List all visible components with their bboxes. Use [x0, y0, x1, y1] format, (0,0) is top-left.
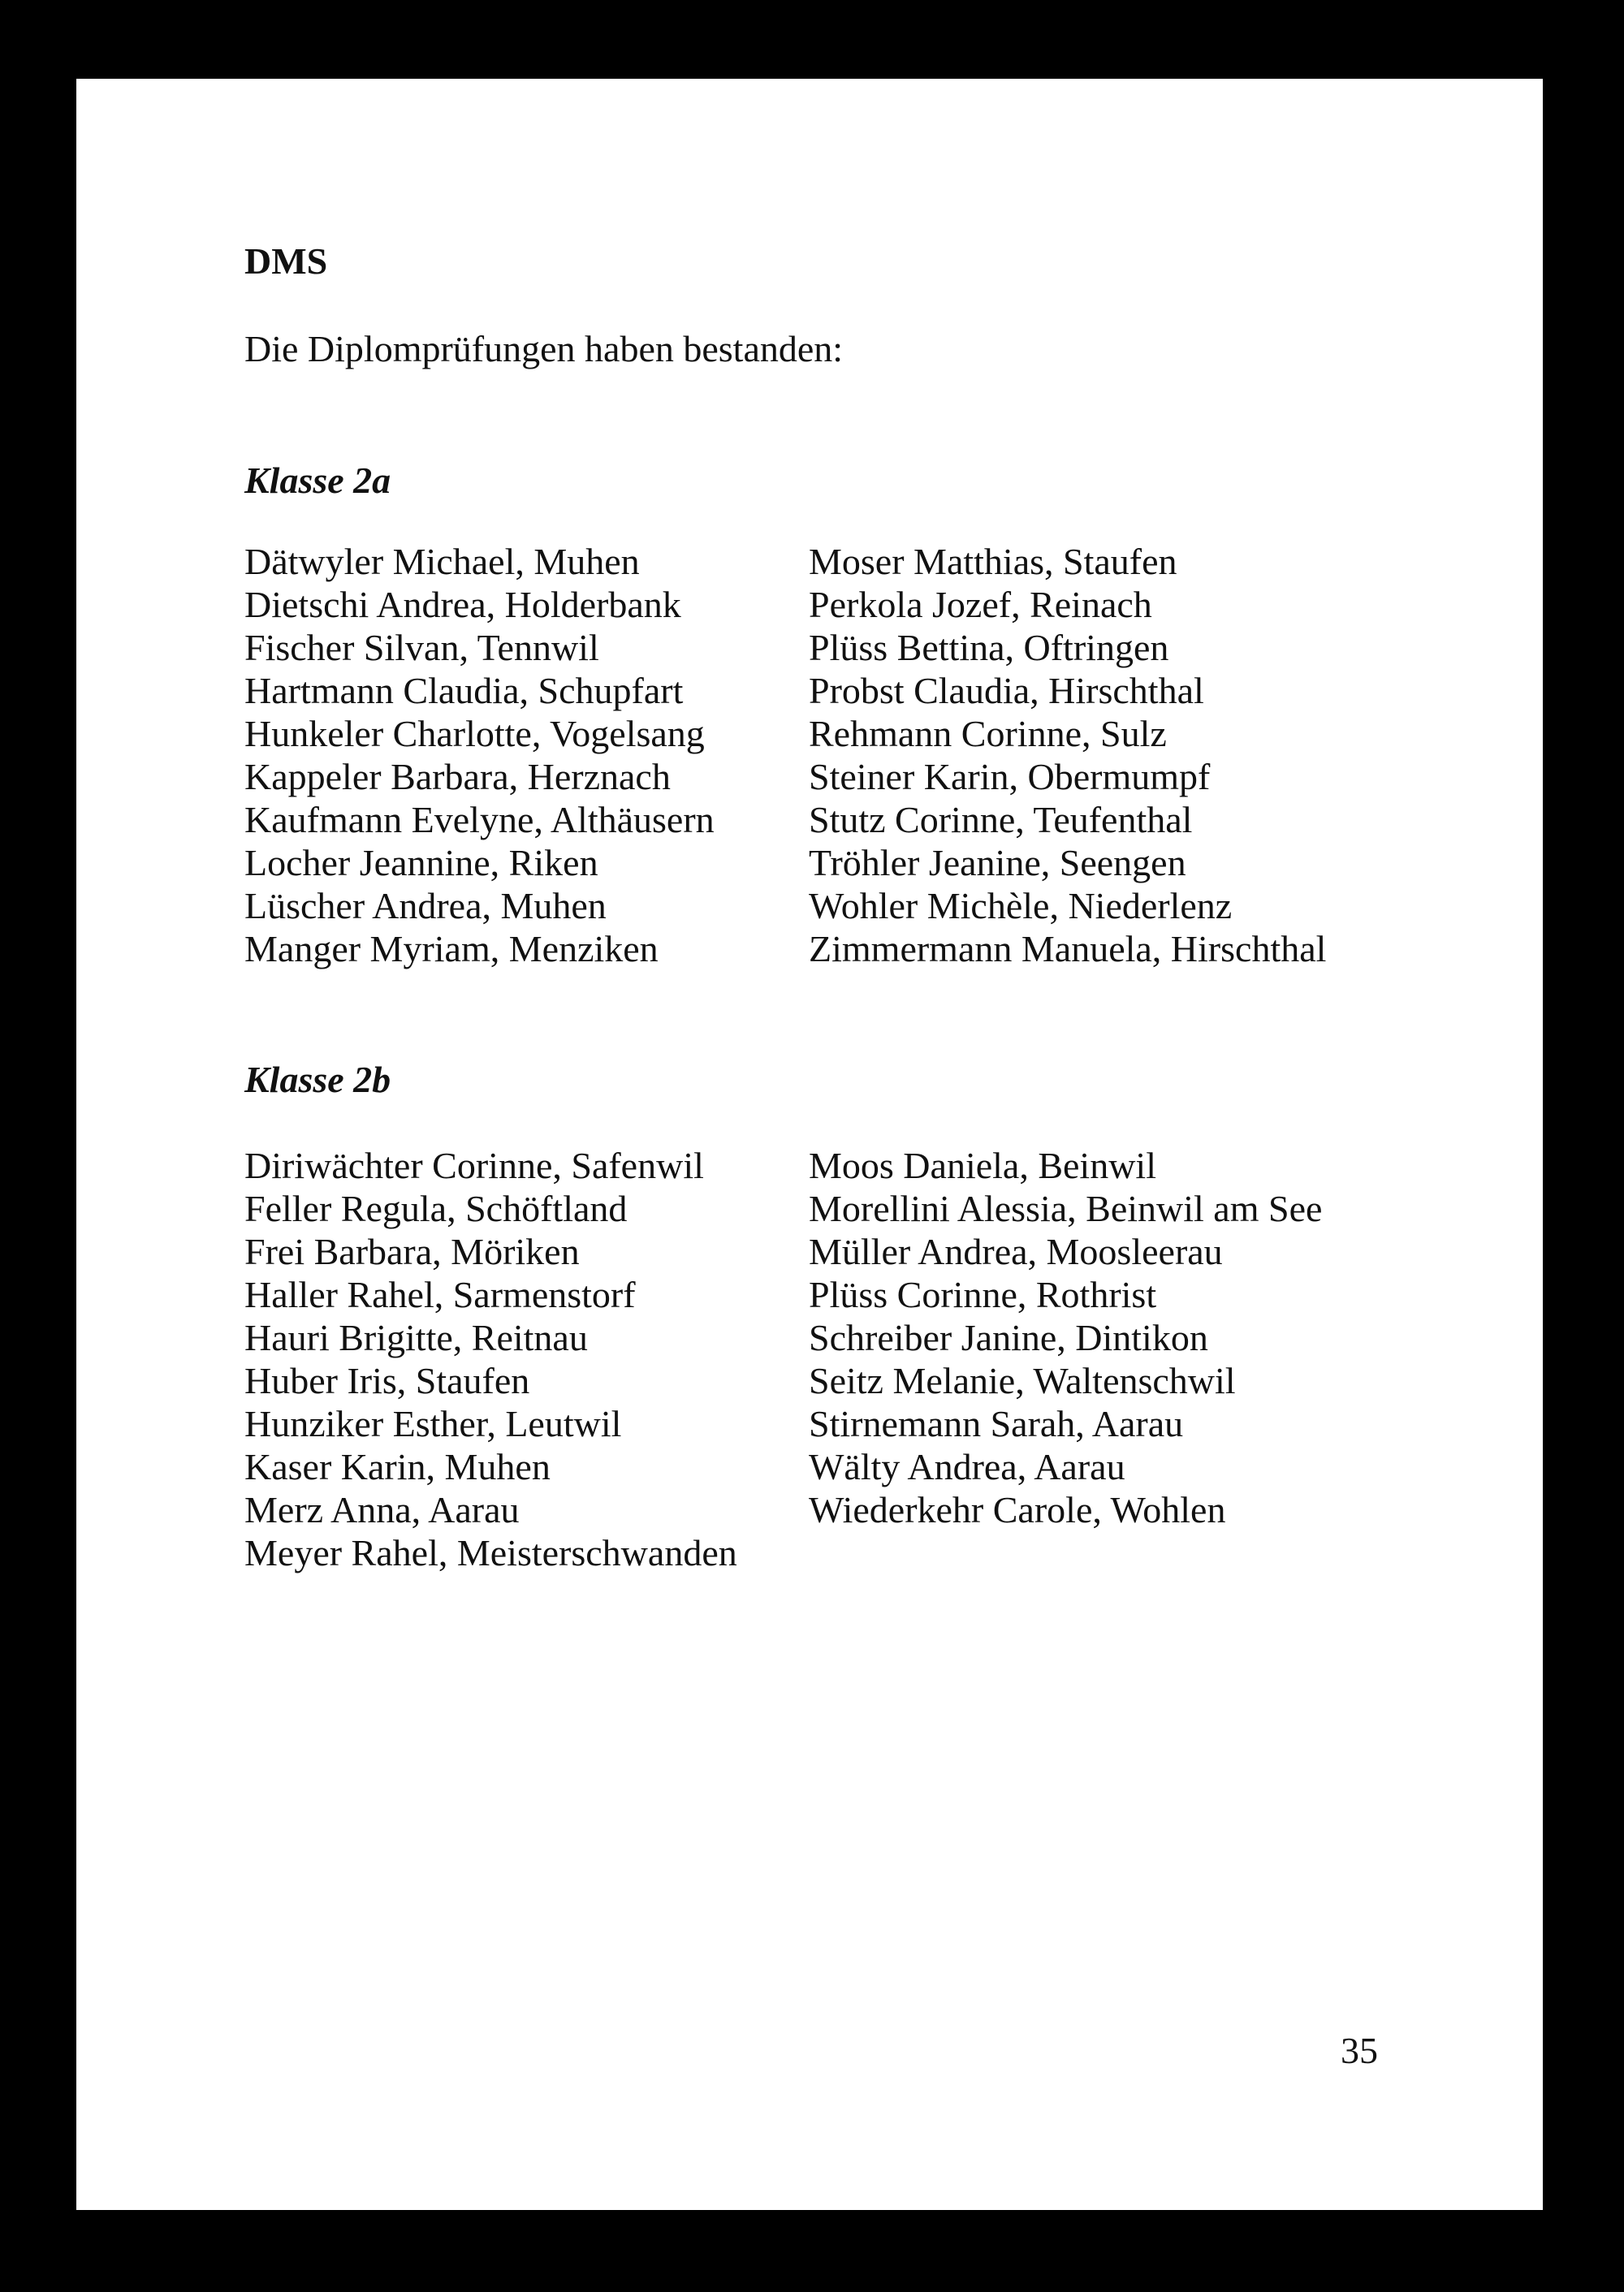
list-item: Meyer Rahel, Meisterschwanden — [244, 1532, 737, 1573]
list-item: Perkola Jozef, Reinach — [809, 584, 1152, 625]
list-item: Tröhler Jeanine, Seengen — [809, 842, 1186, 883]
intro-text: Die Diplomprüfungen haben bestanden: — [244, 328, 844, 369]
section-title-klasse-2a: Klasse 2a — [244, 460, 391, 501]
list-item: Morellini Alessia, Beinwil am See — [809, 1188, 1323, 1229]
list-item: Kaufmann Evelyne, Althäusern — [244, 799, 715, 840]
list-item: Müller Andrea, Moosleerau — [809, 1231, 1223, 1272]
section-title-klasse-2b: Klasse 2b — [244, 1059, 391, 1100]
list-item: Schreiber Janine, Dintikon — [809, 1317, 1208, 1358]
list-item: Merz Anna, Aarau — [244, 1489, 520, 1530]
list-item: Kaser Karin, Muhen — [244, 1446, 551, 1487]
klasse-2b-right-list — [809, 1144, 1322, 1531]
list-item: Stutz Corinne, Teufenthal — [809, 799, 1193, 840]
list-item: Moser Matthias, Staufen — [809, 541, 1177, 582]
list-item: Frei Barbara, Möriken — [244, 1231, 580, 1272]
page-heading: DMS — [244, 240, 328, 282]
list-item: Haller Rahel, Sarmenstorf — [244, 1274, 636, 1315]
klasse-2a-left-list — [244, 540, 715, 970]
list-item: Zimmermann Manuela, Hirschthal — [809, 928, 1327, 969]
list-item: Hartmann Claudia, Schupfart — [244, 670, 684, 711]
list-item: Moos Daniela, Beinwil — [809, 1145, 1156, 1186]
list-item: Plüss Corinne, Rothrist — [809, 1274, 1157, 1315]
list-item: Lüscher Andrea, Muhen — [244, 885, 607, 926]
list-item: Stirnemann Sarah, Aarau — [809, 1403, 1184, 1444]
list-item: Steiner Karin, Obermumpf — [809, 756, 1211, 797]
list-item: Wiederkehr Carole, Wohlen — [809, 1489, 1226, 1530]
klasse-2b-left-list — [244, 1144, 737, 1574]
list-item: Wälty Andrea, Aarau — [809, 1446, 1125, 1487]
list-item: Hunziker Esther, Leutwil — [244, 1403, 622, 1444]
list-item: Fischer Silvan, Tennwil — [244, 627, 599, 668]
list-item: Probst Claudia, Hirschthal — [809, 670, 1204, 711]
list-item: Feller Regula, Schöftland — [244, 1188, 628, 1229]
list-item: Hauri Brigitte, Reitnau — [244, 1317, 588, 1358]
list-item: Locher Jeannine, Riken — [244, 842, 598, 883]
list-item: Kappeler Barbara, Herznach — [244, 756, 671, 797]
list-item: Rehmann Corinne, Sulz — [809, 713, 1167, 754]
list-item: Plüss Bettina, Oftringen — [809, 627, 1169, 668]
list-item: Huber Iris, Staufen — [244, 1360, 530, 1401]
list-item: Diriwächter Corinne, Safenwil — [244, 1145, 704, 1186]
klasse-2a-right-list — [809, 540, 1326, 970]
page-number: 35 — [1341, 2030, 1378, 2071]
list-item: Dätwyler Michael, Muhen — [244, 541, 640, 582]
list-item: Dietschi Andrea, Holderbank — [244, 584, 681, 625]
list-item: Manger Myriam, Menziken — [244, 928, 659, 969]
list-item: Hunkeler Charlotte, Vogelsang — [244, 713, 705, 754]
list-item: Seitz Melanie, Waltenschwil — [809, 1360, 1236, 1401]
list-item: Wohler Michèle, Niederlenz — [809, 885, 1233, 926]
